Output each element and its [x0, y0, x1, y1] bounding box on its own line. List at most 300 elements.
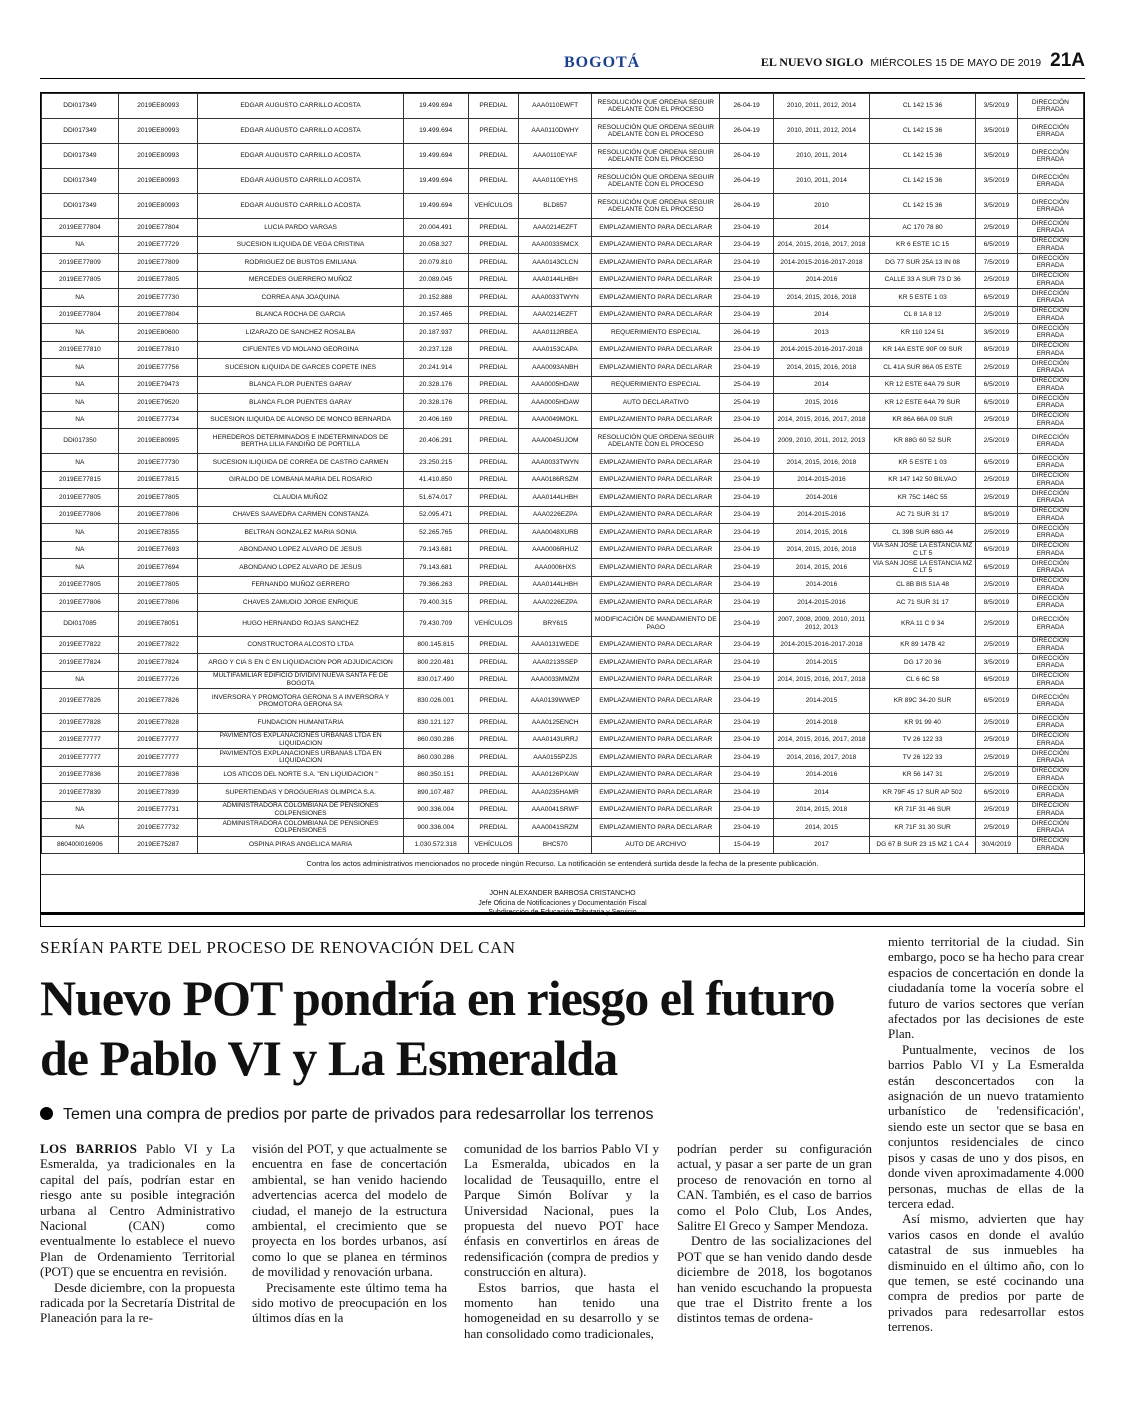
- table-cell: NA: [42, 411, 119, 429]
- table-cell: 2014-2015-2016-2017-2018: [773, 254, 869, 272]
- table-cell: EMPLAZAMIENTO PARA DECLARAR: [592, 271, 720, 289]
- table-cell: DIRECCIÓN ERRADA: [1017, 429, 1083, 454]
- newspaper-name: EL NUEVO SIGLO: [760, 55, 864, 69]
- table-row: [42, 341, 1084, 359]
- table-cell: EMPLAZAMIENTO PARA DECLARAR: [592, 801, 720, 819]
- signer-name: JOHN ALEXANDER BARBOSA CRISTANCHO: [489, 890, 636, 897]
- table-cell: 6/5/2019: [976, 236, 1018, 254]
- table-cell: 2019EE77693: [118, 541, 198, 559]
- table-cell: CL 142 15 36: [870, 194, 976, 219]
- article-paragraph: Desde diciembre, con la propuesta radicada por la Secretaría Distrital de Planeación para la re-: [40, 1279, 235, 1326]
- table-cell: 23-04-19: [720, 654, 773, 672]
- table-cell: DIRECCIÓN ERRADA: [1017, 341, 1083, 359]
- table-cell: KR 89C 34-20 SUR: [870, 689, 976, 714]
- table-cell: INVERSORA Y PROMOTORA GERONA S A INVERSORA Y PROMOTORA GERONA SA: [198, 689, 403, 714]
- table-cell: AAA0041SRWF: [519, 801, 592, 819]
- table-cell: DIRECCIÓN ERRADA: [1017, 801, 1083, 819]
- table-cell: KR 79F 45 17 SUR AP 502: [870, 784, 976, 802]
- table-cell: PREDIAL: [468, 766, 519, 784]
- table-cell: 2019EE80993: [118, 144, 198, 169]
- table-cell: 23-04-19: [720, 489, 773, 507]
- table-cell: EMPLAZAMIENTO PARA DECLARAR: [592, 289, 720, 307]
- table-cell: DIRECCIÓN ERRADA: [1017, 394, 1083, 412]
- table-cell: 20.241.914: [403, 359, 468, 377]
- table-cell: DG 17 20 36: [870, 654, 976, 672]
- table-cell: AAA0033SMCX: [519, 236, 592, 254]
- table-cell: 2019EE77828: [118, 714, 198, 732]
- section-name: BOGOTÁ: [564, 54, 641, 71]
- signer-title: Jefe Oficina de Notificaciones y Documentación Fiscal: [478, 899, 647, 907]
- table-cell: 2014, 2016, 2017, 2018: [773, 749, 869, 767]
- table-cell: SUPERTIENDAS Y DROGUERIAS OLIMPICA S.A.: [198, 784, 403, 802]
- table-cell: LOS ATICOS DEL NORTE S.A. "EN LIQUIDACION ": [198, 766, 403, 784]
- table-row: [42, 254, 1084, 272]
- table-cell: KR 71F 31 46 SUR: [870, 801, 976, 819]
- table-cell: DIRECCIÓN ERRADA: [1017, 594, 1083, 612]
- table-cell: DIRECCIÓN ERRADA: [1017, 506, 1083, 524]
- table-cell: 23-04-19: [720, 819, 773, 837]
- table-row: [42, 749, 1084, 767]
- table-cell: 2/5/2019: [976, 429, 1018, 454]
- table-cell: BLANCA FLOR PUENTES GARAY: [198, 394, 403, 412]
- table-cell: PREDIAL: [468, 541, 519, 559]
- table-cell: NA: [42, 671, 119, 689]
- table-cell: REQUERIMIENTO ESPECIAL: [592, 376, 720, 394]
- table-cell: 15-04-19: [720, 836, 773, 854]
- table-cell: DIRECCIÓN ERRADA: [1017, 576, 1083, 594]
- table-cell: PREDIAL: [468, 169, 519, 194]
- table-cell: 3/5/2019: [976, 194, 1018, 219]
- table-cell: 20.152.888: [403, 289, 468, 307]
- table-cell: CL 142 15 36: [870, 94, 976, 119]
- table-cell: DIRECCIÓN ERRADA: [1017, 324, 1083, 342]
- table-cell: AAA0214EZFT: [519, 219, 592, 237]
- table-row: [42, 611, 1084, 636]
- table-cell: 6/5/2019: [976, 671, 1018, 689]
- table-cell: RESOLUCIÓN QUE ORDENA SEGUIR ADELANTE CON EL PROCESO: [592, 119, 720, 144]
- table-cell: 30/4/2019: [976, 836, 1018, 854]
- table-row: [42, 144, 1084, 169]
- table-cell: 2019EE80993: [118, 119, 198, 144]
- table-row: [42, 636, 1084, 654]
- table-cell: PREDIAL: [468, 411, 519, 429]
- table-cell: CL 142 15 36: [870, 119, 976, 144]
- table-cell: NA: [42, 524, 119, 542]
- table-cell: 6/5/2019: [976, 376, 1018, 394]
- table-cell: 2/5/2019: [976, 731, 1018, 749]
- table-cell: 8/5/2019: [976, 594, 1018, 612]
- table-cell: PREDIAL: [468, 689, 519, 714]
- table-cell: 52.265.765: [403, 524, 468, 542]
- table-cell: RESOLUCIÓN QUE ORDENA SEGUIR ADELANTE CON EL PROCESO: [592, 194, 720, 219]
- table-cell: 2014-2018: [773, 714, 869, 732]
- table-cell: 2014-2015-2016: [773, 506, 869, 524]
- table-cell: EDGAR AUGUSTO CARRILLO ACOSTA: [198, 169, 403, 194]
- table-cell: 20.237.128: [403, 341, 468, 359]
- table-cell: 2019EE77836: [42, 766, 119, 784]
- table-cell: DIRECCIÓN ERRADA: [1017, 714, 1083, 732]
- table-cell: 800.220.481: [403, 654, 468, 672]
- table-cell: CORREA ANA JOAQUINA: [198, 289, 403, 307]
- article-column-5: [888, 934, 1084, 1335]
- table-cell: 2019EE77828: [42, 714, 119, 732]
- table-cell: NA: [42, 236, 119, 254]
- table-cell: 23-04-19: [720, 801, 773, 819]
- table-cell: 2019EE77777: [42, 731, 119, 749]
- table-cell: 2019EE75287: [118, 836, 198, 854]
- table-cell: 2014, 2015, 2018: [773, 801, 869, 819]
- table-cell: 2019EE78355: [118, 524, 198, 542]
- table-cell: 2014, 2015, 2016, 2017, 2018: [773, 236, 869, 254]
- table-cell: AAA0110EYHS: [519, 169, 592, 194]
- table-cell: 79.400.315: [403, 594, 468, 612]
- table-cell: 2019EE77839: [42, 784, 119, 802]
- table-cell: 23-04-19: [720, 749, 773, 767]
- table-cell: 26-04-19: [720, 324, 773, 342]
- table-cell: KRA 11 C 9 34: [870, 611, 976, 636]
- table-cell: CLAUDIA MUÑOZ: [198, 489, 403, 507]
- table-cell: 2010, 2011, 2014: [773, 169, 869, 194]
- table-cell: 2014, 2015, 2016, 2018: [773, 289, 869, 307]
- table-cell: 2019EE77810: [118, 341, 198, 359]
- table-cell: PREDIAL: [468, 341, 519, 359]
- table-cell: 23-04-19: [720, 576, 773, 594]
- table-cell: EMPLAZAMIENTO PARA DECLARAR: [592, 219, 720, 237]
- table-cell: 20.157.465: [403, 306, 468, 324]
- table-cell: BELTRAN GONZALEZ MARIA SONIA: [198, 524, 403, 542]
- table-cell: PREDIAL: [468, 749, 519, 767]
- table-cell: 900.336.004: [403, 801, 468, 819]
- table-cell: 2014-2015-2016-2017-2018: [773, 341, 869, 359]
- table-cell: EDGAR AUGUSTO CARRILLO ACOSTA: [198, 119, 403, 144]
- table-cell: NA: [42, 289, 119, 307]
- article-paragraph: Así mismo, advierten que hay varios casos en donde el avalúo catastral de sus inmuebles ha disminuido en el último año, con lo que temen, se esté cocinando una compra de predios por parte de privados para redesarrollar estos terrenos.: [888, 1211, 1084, 1335]
- table-cell: KR 91 99 40: [870, 714, 976, 732]
- article-column-1: [40, 1141, 235, 1326]
- table-cell: NA: [42, 559, 119, 577]
- table-cell: DIRECCIÓN ERRADA: [1017, 289, 1083, 307]
- table-cell: 2014-2016: [773, 271, 869, 289]
- table-cell: PREDIAL: [468, 506, 519, 524]
- table-cell: 2/5/2019: [976, 471, 1018, 489]
- table-cell: 20.187.937: [403, 324, 468, 342]
- table-row: [42, 836, 1084, 854]
- table-cell: EMPLAZAMIENTO PARA DECLARAR: [592, 784, 720, 802]
- table-cell: 2/5/2019: [976, 576, 1018, 594]
- table-cell: 2019EE77806: [118, 594, 198, 612]
- table-cell: EMPLAZAMIENTO PARA DECLARAR: [592, 594, 720, 612]
- table-cell: CHAVES ZAMUDIO JORGE ENRIQUE: [198, 594, 403, 612]
- table-cell: EMPLAZAMIENTO PARA DECLARAR: [592, 489, 720, 507]
- table-cell: 2019EE78051: [118, 611, 198, 636]
- table-cell: 2019EE77806: [118, 506, 198, 524]
- table-cell: 2019EE77815: [42, 471, 119, 489]
- table-cell: AAA0048XURB: [519, 524, 592, 542]
- article-paragraph: Dentro de las socializaciones del POT que se han venido dando desde diciembre de 2018, los bogotanos han venido escuchando la propuesta que trae el Distrito frente a los distintos temas de ordena-: [677, 1233, 872, 1326]
- table-cell: 20.328.176: [403, 394, 468, 412]
- table-cell: KR 14A ESTE 90F 09 SUR: [870, 341, 976, 359]
- table-cell: EMPLAZAMIENTO PARA DECLARAR: [592, 506, 720, 524]
- table-cell: AAA0214EZFT: [519, 306, 592, 324]
- table-cell: PREDIAL: [468, 654, 519, 672]
- table-cell: 2/5/2019: [976, 359, 1018, 377]
- table-cell: 2019EE77731: [118, 801, 198, 819]
- table-cell: PREDIAL: [468, 289, 519, 307]
- table-cell: 20.328.176: [403, 376, 468, 394]
- table-row: [42, 801, 1084, 819]
- table-cell: DG 77 SUR 25A 13 IN 08: [870, 254, 976, 272]
- table-row: [42, 731, 1084, 749]
- table-cell: 6/5/2019: [976, 541, 1018, 559]
- table-cell: PAVIMENTOS EXPLANACIONES URBANAS LTDA EN LIQUIDACION: [198, 731, 403, 749]
- table-row: [42, 324, 1084, 342]
- table-cell: PREDIAL: [468, 819, 519, 837]
- table-cell: EDGAR AUGUSTO CARRILLO ACOSTA: [198, 194, 403, 219]
- table-cell: 8/5/2019: [976, 506, 1018, 524]
- table-cell: 20.058.327: [403, 236, 468, 254]
- table-cell: 2019EE77726: [118, 671, 198, 689]
- table-cell: 23-04-19: [720, 306, 773, 324]
- table-cell: VIA SAN JOSE LA ESTANCIA MZ C LT 5: [870, 559, 976, 577]
- table-cell: 2014-2015: [773, 689, 869, 714]
- table-cell: DIRECCIÓN ERRADA: [1017, 169, 1083, 194]
- table-cell: 2014: [773, 219, 869, 237]
- table-cell: 2009, 2010, 2011, 2012, 2013: [773, 429, 869, 454]
- table-row: [42, 359, 1084, 377]
- table-cell: PREDIAL: [468, 359, 519, 377]
- table-cell: AAA0139WWEP: [519, 689, 592, 714]
- table-cell: 2019EE77805: [42, 489, 119, 507]
- table-cell: 2019EE77805: [118, 576, 198, 594]
- table-cell: 26-04-19: [720, 169, 773, 194]
- table-cell: SUCESION ILIQUIDA DE ALONSO DE MONCO BERNARDA: [198, 411, 403, 429]
- table-cell: VEHÍCULOS: [468, 611, 519, 636]
- table-cell: DIRECCIÓN ERRADA: [1017, 636, 1083, 654]
- table-cell: 2019EE77804: [42, 306, 119, 324]
- table-cell: 26-04-19: [720, 144, 773, 169]
- table-cell: AAA0235HAMR: [519, 784, 592, 802]
- table-row: [42, 376, 1084, 394]
- table-row: [42, 654, 1084, 672]
- table-row: [42, 489, 1084, 507]
- article-paragraph: comunidad de los barrios Pablo VI y La Esmeralda, ubicados en la localidad de Teusaquillo, entre el Parque Simón Bolívar y la Universidad Nacional, pues la propuesta del nuevo POT hace énfasis en convertirlos en áreas de redensificación (compra de predios y construcción en altura).: [464, 1141, 659, 1280]
- table-cell: EMPLAZAMIENTO PARA DECLARAR: [592, 714, 720, 732]
- table-cell: 2014, 2015, 2016, 2017, 2018: [773, 411, 869, 429]
- table-cell: NA: [42, 454, 119, 472]
- table-row: [42, 219, 1084, 237]
- table-cell: 23-04-19: [720, 766, 773, 784]
- table-cell: KR 88G 60 52 SUR: [870, 429, 976, 454]
- table-cell: 2019EE77809: [42, 254, 119, 272]
- table-cell: PREDIAL: [468, 671, 519, 689]
- table-row: [42, 671, 1084, 689]
- table-cell: MULTIFAMILIAR EDIFICIO DIVIDIVI NUEVA SANTA FE DE BOGOTA: [198, 671, 403, 689]
- table-cell: FERNANDO MUÑOZ GERRERO: [198, 576, 403, 594]
- table-row: [42, 784, 1084, 802]
- table-cell: DIRECCIÓN ERRADA: [1017, 306, 1083, 324]
- table-cell: 2/5/2019: [976, 801, 1018, 819]
- table-cell: AAA0006HXS: [519, 559, 592, 577]
- table-cell: NA: [42, 801, 119, 819]
- article-column-4: [677, 1141, 872, 1326]
- table-cell: 890.107.487: [403, 784, 468, 802]
- table-cell: AAA0126PXAW: [519, 766, 592, 784]
- table-cell: DIRECCIÓN ERRADA: [1017, 611, 1083, 636]
- table-cell: PREDIAL: [468, 576, 519, 594]
- table-cell: PREDIAL: [468, 454, 519, 472]
- table-cell: 2014-2015-2016-2017-2018: [773, 636, 869, 654]
- table-cell: 2/5/2019: [976, 766, 1018, 784]
- table-cell: MODIFICACIÓN DE MANDAMIENTO DE PAGO: [592, 611, 720, 636]
- table-cell: PREDIAL: [468, 306, 519, 324]
- table-cell: MERCEDES GUERRERO MUÑOZ: [198, 271, 403, 289]
- table-cell: CL 6 6C 58: [870, 671, 976, 689]
- table-cell: 23-04-19: [720, 559, 773, 577]
- table-cell: 20.079.810: [403, 254, 468, 272]
- table-cell: EMPLAZAMIENTO PARA DECLARAR: [592, 254, 720, 272]
- table-cell: 2014: [773, 376, 869, 394]
- table-cell: DIRECCIÓN ERRADA: [1017, 654, 1083, 672]
- table-cell: 41.410.850: [403, 471, 468, 489]
- table-cell: CL 8 1A 8 12: [870, 306, 976, 324]
- table-cell: EMPLAZAMIENTO PARA DECLARAR: [592, 559, 720, 577]
- article-paragraph: Estos barrios, que hasta el momento han tenido una homogeneidad en su desarrollo y se han consolidado como tradicionales,: [464, 1279, 659, 1341]
- table-row: [42, 169, 1084, 194]
- table-cell: DDI017349: [42, 169, 119, 194]
- table-cell: PREDIAL: [468, 636, 519, 654]
- table-cell: 23-04-19: [720, 594, 773, 612]
- table-cell: 8/5/2019: [976, 341, 1018, 359]
- table-cell: AAA0143URRJ: [519, 731, 592, 749]
- table-row: [42, 306, 1084, 324]
- table-cell: KR 5 ESTE 1 03: [870, 454, 976, 472]
- table-cell: 3/5/2019: [976, 94, 1018, 119]
- table-cell: KR 75C 146C 55: [870, 489, 976, 507]
- table-cell: 2017: [773, 836, 869, 854]
- table-cell: 6/5/2019: [976, 394, 1018, 412]
- table-cell: KR 147 142 50 BILVAO: [870, 471, 976, 489]
- table-cell: EDGAR AUGUSTO CARRILLO ACOSTA: [198, 144, 403, 169]
- table-cell: CL 142 15 36: [870, 169, 976, 194]
- table-cell: ABONDANO LOPEZ ALVARO DE JESUS: [198, 541, 403, 559]
- table-cell: PREDIAL: [468, 324, 519, 342]
- lead-in: LOS BARRIOS: [40, 1141, 138, 1156]
- table-cell: PREDIAL: [468, 714, 519, 732]
- table-row: [42, 119, 1084, 144]
- table-cell: 23-04-19: [720, 236, 773, 254]
- table-cell: 2014: [773, 784, 869, 802]
- table-cell: AAA0213SSEP: [519, 654, 592, 672]
- table-cell: PREDIAL: [468, 801, 519, 819]
- table-cell: 23-04-19: [720, 254, 773, 272]
- table-cell: 2014-2015-2016: [773, 594, 869, 612]
- table-cell: 19.499.694: [403, 194, 468, 219]
- table-row: [42, 194, 1084, 219]
- table-cell: AAA0033TWYN: [519, 289, 592, 307]
- table-cell: EMPLAZAMIENTO PARA DECLARAR: [592, 471, 720, 489]
- table-cell: AAA0093ANBH: [519, 359, 592, 377]
- table-cell: 23-04-19: [720, 524, 773, 542]
- table-cell: EMPLAZAMIENTO PARA DECLARAR: [592, 731, 720, 749]
- table-row: [42, 471, 1084, 489]
- table-cell: DIRECCIÓN ERRADA: [1017, 489, 1083, 507]
- table-cell: 20.406.169: [403, 411, 468, 429]
- table-cell: 2014, 2015, 2016: [773, 559, 869, 577]
- table-cell: 7/5/2019: [976, 254, 1018, 272]
- table-cell: 2019EE77826: [42, 689, 119, 714]
- table-cell: 2019EE77805: [42, 576, 119, 594]
- table-cell: 2019EE77804: [118, 219, 198, 237]
- table-cell: 2019EE77822: [42, 636, 119, 654]
- table-cell: PREDIAL: [468, 119, 519, 144]
- table-cell: 23-04-19: [720, 506, 773, 524]
- table-cell: LUCIA PARDO VARGAS: [198, 219, 403, 237]
- table-cell: AAA0125ENCH: [519, 714, 592, 732]
- table-cell: 2019EE77826: [118, 689, 198, 714]
- table-cell: CL 39B SUR 68G 44: [870, 524, 976, 542]
- table-cell: 2014-2016: [773, 576, 869, 594]
- table-cell: 2013: [773, 324, 869, 342]
- table-cell: 2014, 2015, 2016, 2017, 2018: [773, 671, 869, 689]
- table-row: [42, 689, 1084, 714]
- table-cell: DIRECCIÓN ERRADA: [1017, 541, 1083, 559]
- table-cell: 3/5/2019: [976, 169, 1018, 194]
- table-cell: NA: [42, 819, 119, 837]
- table-cell: 23-04-19: [720, 454, 773, 472]
- table-cell: DIRECCIÓN ERRADA: [1017, 254, 1083, 272]
- table-cell: DIRECCIÓN ERRADA: [1017, 836, 1083, 854]
- table-cell: 860400I016906: [42, 836, 119, 854]
- table-cell: AAA0006RHUZ: [519, 541, 592, 559]
- table-cell: DIRECCIÓN ERRADA: [1017, 559, 1083, 577]
- table-cell: CONSTRUCTORA ALCOSTO LTDA: [198, 636, 403, 654]
- table-cell: 2/5/2019: [976, 271, 1018, 289]
- table-cell: 2019EE77805: [42, 271, 119, 289]
- table-cell: TV 26 122 33: [870, 749, 976, 767]
- table-cell: 2/5/2019: [976, 489, 1018, 507]
- table-cell: AUTO DECLARATIVO: [592, 394, 720, 412]
- table-cell: 2014-2015-2016: [773, 471, 869, 489]
- table-cell: 830.121.127: [403, 714, 468, 732]
- table-cell: KR 56 147 31: [870, 766, 976, 784]
- notice-table: [41, 93, 1084, 854]
- table-cell: DIRECCIÓN ERRADA: [1017, 454, 1083, 472]
- table-cell: 26-04-19: [720, 119, 773, 144]
- table-cell: 2019EE77729: [118, 236, 198, 254]
- table-cell: DIRECCIÓN ERRADA: [1017, 689, 1083, 714]
- table-cell: DDI017085: [42, 611, 119, 636]
- table-cell: 2010, 2011, 2014: [773, 144, 869, 169]
- table-cell: 2014-2016: [773, 489, 869, 507]
- subheadline-text: Temen una compra de predios por parte de privados para redesarrollar los terrenos: [63, 1106, 654, 1123]
- table-cell: 6/5/2019: [976, 559, 1018, 577]
- table-cell: DIRECCIÓN ERRADA: [1017, 671, 1083, 689]
- table-cell: AAA0041SRZM: [519, 819, 592, 837]
- table-cell: 2019EE80995: [118, 429, 198, 454]
- article-paragraph: LOS BARRIOS Pablo VI y La Esmeralda, ya tradicionales en la capital del país, podrían estar en riesgo ante su posible integración urbana al Centro Administrativo Nacional (CAN) como eventualmente lo establece el nuevo Plan de Ordenamiento Territorial (POT) que se encuentra en revisión.: [40, 1141, 235, 1280]
- table-cell: 2019EE79473: [118, 376, 198, 394]
- table-cell: KR 6 ESTE 1C 15: [870, 236, 976, 254]
- table-cell: CHAVES SAAVEDRA CARMEN CONSTANZA: [198, 506, 403, 524]
- table-cell: 2019EE77777: [42, 749, 119, 767]
- table-cell: 20.004.491: [403, 219, 468, 237]
- table-cell: EMPLAZAMIENTO PARA DECLARAR: [592, 654, 720, 672]
- table-cell: 2014, 2015, 2016, 2018: [773, 541, 869, 559]
- table-cell: 26-04-19: [720, 194, 773, 219]
- page-header: [40, 48, 1085, 78]
- table-cell: PREDIAL: [468, 219, 519, 237]
- table-cell: 19.499.694: [403, 169, 468, 194]
